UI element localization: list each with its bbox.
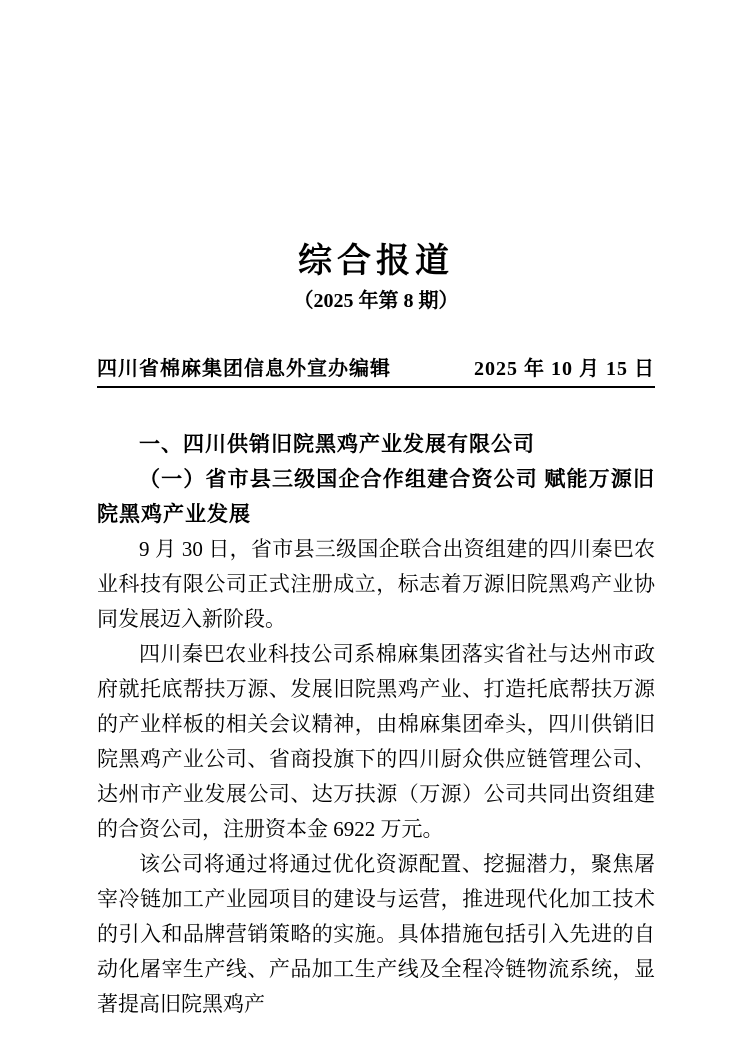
subsection-heading: （一）省市县三级国企合作组建合资公司 赋能万源旧院黑鸡产业发展 xyxy=(97,467,655,526)
paragraph: 该公司将通过将通过优化资源配置、挖掘潜力，聚焦屠宰冷链加工产业园项目的建设与运营，推进现代化加工技术的引入和品牌营销策略的实施。具体措施包括引入先进的自动化屠宰生产线、产品加工生产线及全程冷链物流系统，显著提高旧院黑鸡产 xyxy=(97,852,655,1016)
masthead-row xyxy=(97,357,655,388)
paragraph: 9 月 30 日，省市县三级国企联合出资组建的四川秦巴农业科技有限公司正式注册成立，标志着万源旧院黑鸡产业协同发展迈入新阶段。 xyxy=(97,537,655,631)
editor-credit: 四川省棉麻集团信息外宣办编辑 xyxy=(97,358,391,380)
report-title: 综合报道 xyxy=(298,243,454,280)
publish-date: 2025 年 10 月 15 日 xyxy=(474,358,655,380)
issue-number: （2025 年第 8 期） xyxy=(293,290,459,312)
section-heading: 一、四川供销旧院黑鸡产业发展有限公司 xyxy=(139,433,535,456)
paragraph: 四川秦巴农业科技公司系棉麻集团落实省社与达州市政府就托底帮扶万源、发展旧院黑鸡产业、打造托底帮扶万源的产业样板的相关会议精神，由棉麻集团牵头，四川供销旧院黑鸡产业公司、省商投旗下的四川厨众供应链管理公司、达州市产业发展公司、达万扶源（万源）公司共同出资组建的合资公司，注册资本金 6922 万元。 xyxy=(97,642,655,841)
